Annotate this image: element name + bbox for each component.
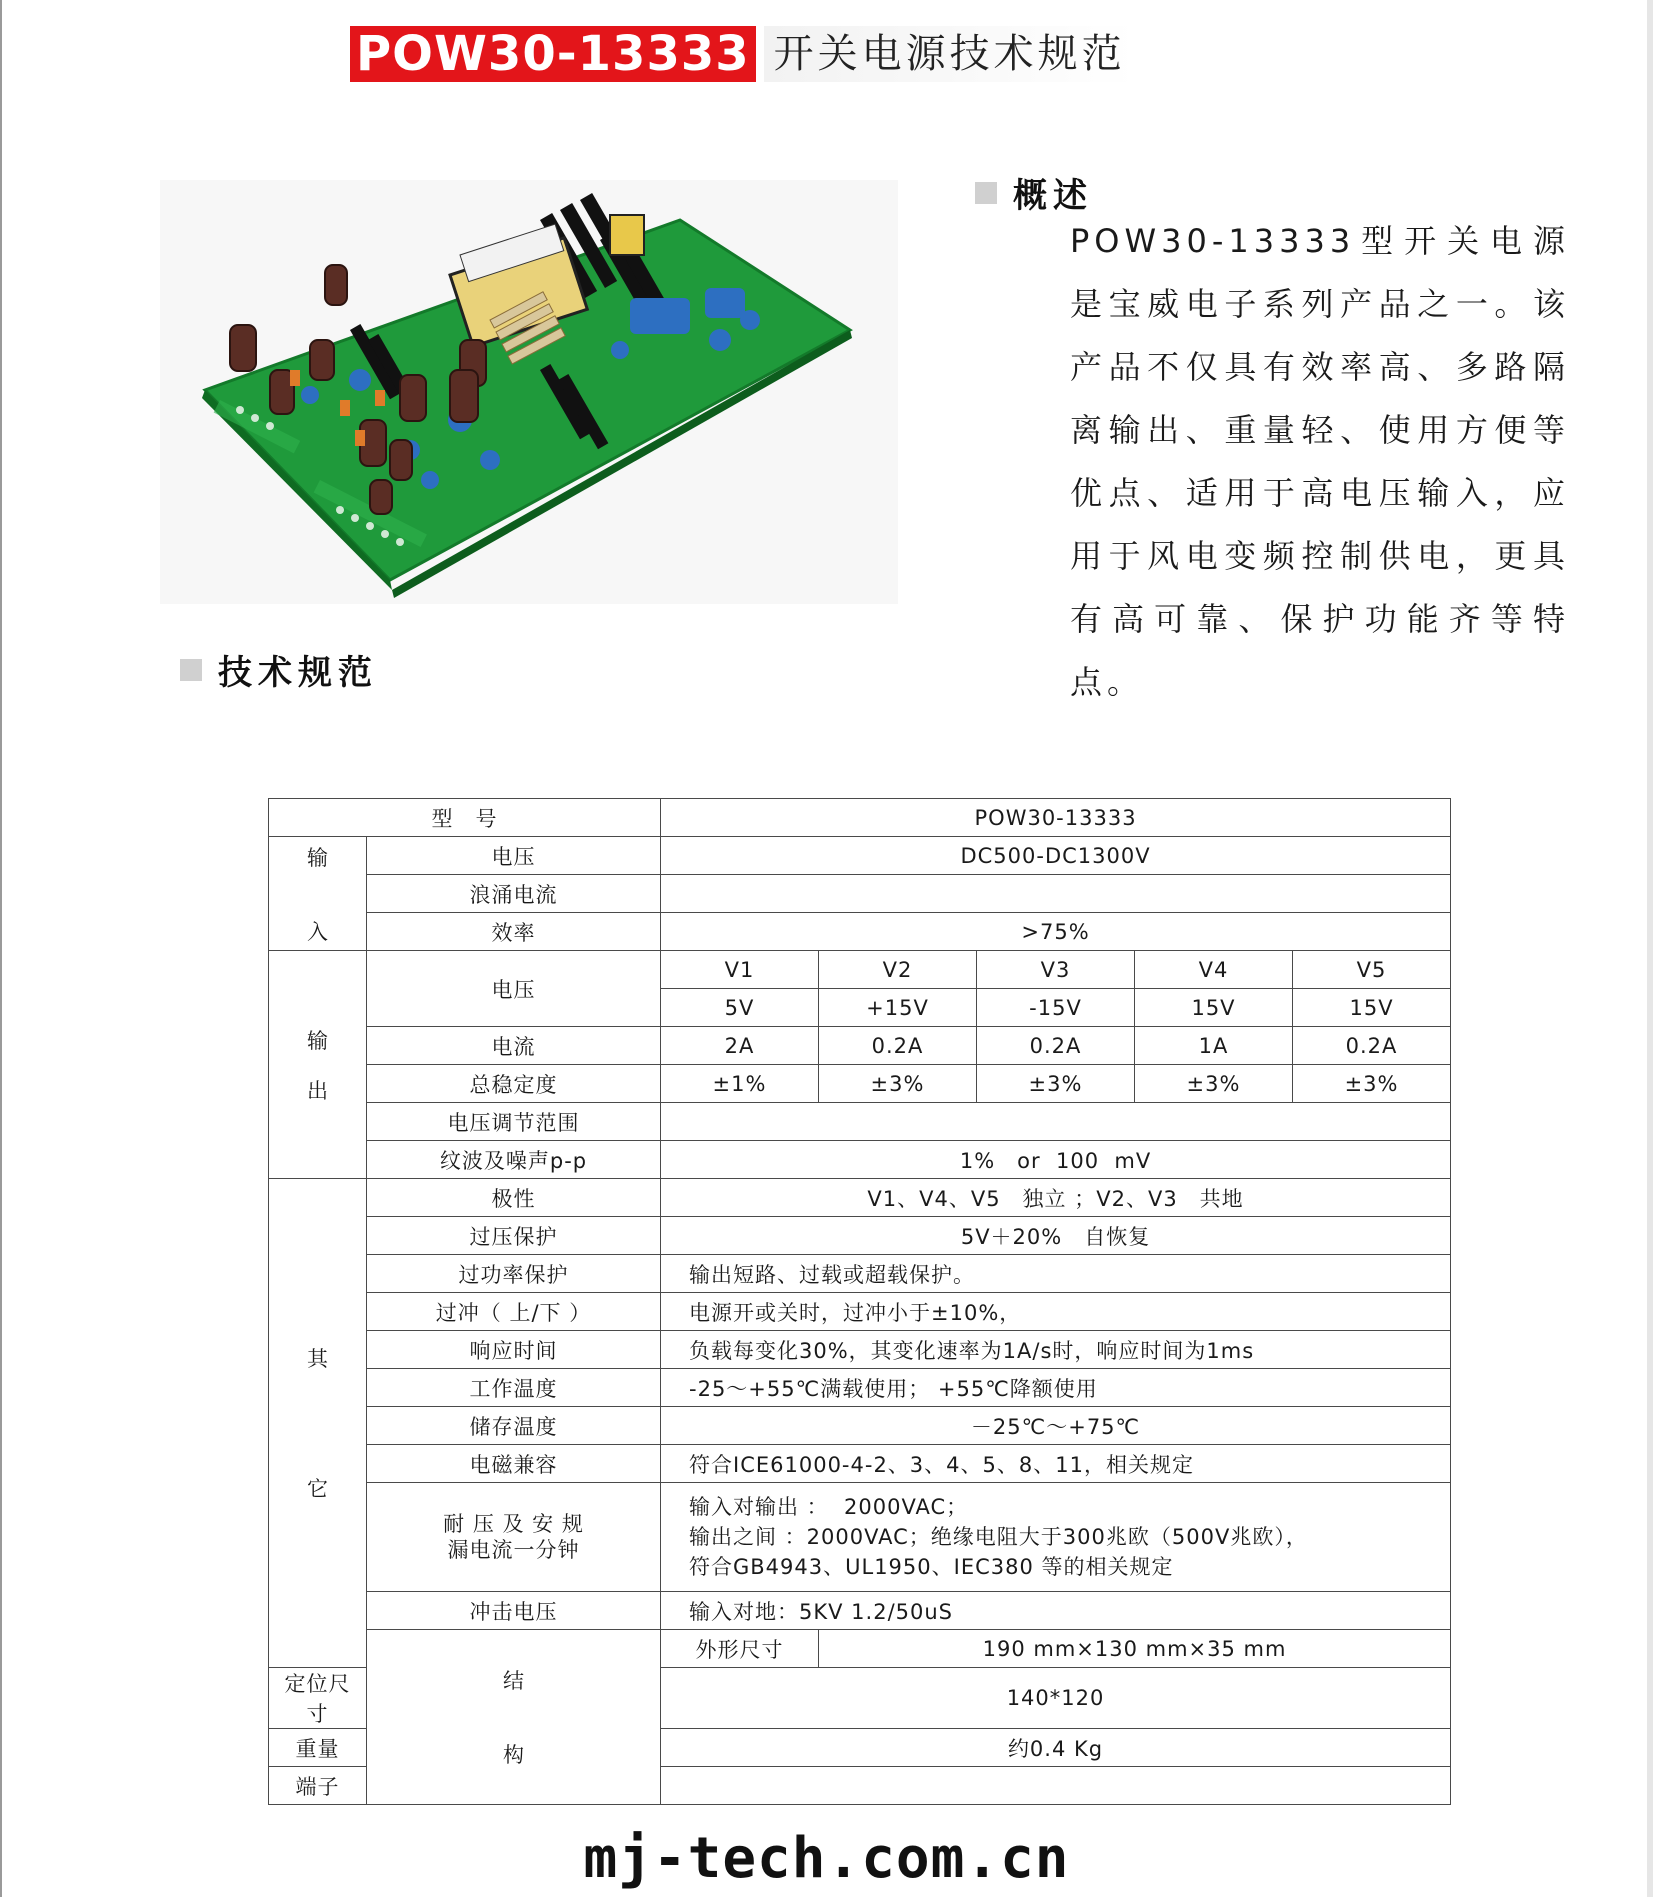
category-structure-top: 结 bbox=[503, 1669, 524, 1693]
adjust-range-label: 电压调节范围 bbox=[367, 1103, 661, 1141]
operating-temp-label: 工作温度 bbox=[367, 1369, 661, 1407]
channel-v3: V3 bbox=[977, 951, 1135, 989]
current-v3: 0.2A bbox=[977, 1027, 1135, 1065]
page-title bbox=[350, 26, 1136, 82]
table-row bbox=[269, 837, 1451, 875]
category-output bbox=[269, 951, 367, 1179]
spec-heading bbox=[180, 645, 378, 694]
table-row bbox=[269, 913, 1451, 951]
mount-label: 定位尺寸 bbox=[269, 1668, 367, 1729]
spec-heading-text: 技术规范 bbox=[218, 653, 378, 693]
category-input bbox=[269, 837, 367, 951]
weight-label: 重量 bbox=[269, 1729, 367, 1767]
footer-website: mj-tech.com.cn bbox=[583, 1826, 1070, 1891]
polarity-label: 极性 bbox=[367, 1179, 661, 1217]
channel-v1: V1 bbox=[661, 951, 819, 989]
table-row bbox=[269, 951, 1451, 989]
title-model: POW30-13333 bbox=[350, 26, 756, 82]
surge-current-label: 浪涌电流 bbox=[367, 875, 661, 913]
table-row bbox=[269, 799, 1451, 837]
ovp-label: 过压保护 bbox=[367, 1217, 661, 1255]
input-voltage-label: 电压 bbox=[367, 837, 661, 875]
overshoot-label: 过冲（ 上/下 ） bbox=[367, 1293, 661, 1331]
ripple-value: 1% or 100 mV bbox=[661, 1141, 1451, 1179]
terminal-label: 端子 bbox=[269, 1767, 367, 1805]
current-v5: 0.2A bbox=[1293, 1027, 1451, 1065]
hipot-line-3: 符合GB4943、UL1950、IEC380 等的相关规定 bbox=[689, 1555, 1174, 1579]
size-label: 外形尺寸 bbox=[661, 1630, 819, 1668]
stability-v3: ±3% bbox=[977, 1065, 1135, 1103]
table-row bbox=[269, 1331, 1451, 1369]
opp-value: 输出短路、过载或超载保护。 bbox=[661, 1255, 1451, 1293]
impulse-label: 冲击电压 bbox=[367, 1592, 661, 1630]
category-other bbox=[269, 1179, 367, 1668]
table-row bbox=[269, 1293, 1451, 1331]
spec-table bbox=[268, 798, 1451, 1805]
hipot-line-2: 输出之间 ：2000VAC；绝缘电阻大于300兆欧（500V兆欧）， bbox=[689, 1525, 1308, 1549]
current-v4: 1A bbox=[1135, 1027, 1293, 1065]
current-v1: 2A bbox=[661, 1027, 819, 1065]
table-row bbox=[269, 875, 1451, 913]
category-other-top: 其 bbox=[307, 1347, 328, 1371]
voltage-v4: 15V bbox=[1135, 989, 1293, 1027]
table-row bbox=[269, 1179, 1451, 1217]
hipot-label-line-1: 耐 压 及 安 规 bbox=[443, 1512, 584, 1536]
overview-paragraph bbox=[990, 210, 1570, 714]
category-output-top: 输 bbox=[307, 1028, 328, 1053]
hipot-label bbox=[367, 1483, 661, 1592]
page-border-right bbox=[1647, 0, 1653, 1897]
table-row bbox=[269, 1445, 1451, 1483]
category-input-bottom: 入 bbox=[307, 919, 328, 944]
table-row bbox=[269, 1065, 1451, 1103]
stability-v5: ±3% bbox=[1293, 1065, 1451, 1103]
table-row bbox=[269, 1483, 1451, 1592]
current-v2: 0.2A bbox=[819, 1027, 977, 1065]
emc-value: 符合ICE61000-4-2、3、4、5、8、11，相关规定 bbox=[661, 1445, 1451, 1483]
voltage-v2: +15V bbox=[819, 989, 977, 1027]
overshoot-value: 电源开或关时，过冲小于±10%， bbox=[661, 1293, 1451, 1331]
ripple-label: 纹波及噪声p-p bbox=[367, 1141, 661, 1179]
surge-current-value bbox=[661, 875, 1451, 913]
response-time-label: 响应时间 bbox=[367, 1331, 661, 1369]
efficiency-value: >75% bbox=[661, 913, 1451, 951]
category-input-top: 输 bbox=[307, 845, 328, 870]
table-row bbox=[269, 1407, 1451, 1445]
output-voltage-label: 电压 bbox=[367, 951, 661, 1027]
table-row bbox=[269, 1592, 1451, 1630]
storage-temp-value: －25℃～+75℃ bbox=[661, 1407, 1451, 1445]
category-structure-bottom: 构 bbox=[503, 1743, 524, 1767]
table-row bbox=[269, 1141, 1451, 1179]
voltage-v5: 15V bbox=[1293, 989, 1451, 1027]
table-row bbox=[269, 1103, 1451, 1141]
table-row bbox=[269, 1255, 1451, 1293]
square-bullet-icon bbox=[975, 182, 997, 204]
operating-temp-value: -25～+55℃满载使用； +55℃降额使用 bbox=[661, 1369, 1451, 1407]
pcb-product-photo bbox=[160, 180, 898, 604]
emc-label: 电磁兼容 bbox=[367, 1445, 661, 1483]
title-suffix: 开关电源技术规范 bbox=[764, 26, 1136, 82]
table-row bbox=[269, 1630, 1451, 1668]
efficiency-label: 效率 bbox=[367, 913, 661, 951]
overview-heading-text: 概述 bbox=[1013, 176, 1093, 216]
stability-v4: ±3% bbox=[1135, 1065, 1293, 1103]
storage-temp-label: 储存温度 bbox=[367, 1407, 661, 1445]
category-structure bbox=[367, 1630, 661, 1805]
hipot-value bbox=[661, 1483, 1451, 1592]
adjust-range-value bbox=[661, 1103, 1451, 1141]
opp-label: 过功率保护 bbox=[367, 1255, 661, 1293]
weight-value: 约0.4 Kg bbox=[661, 1729, 1451, 1767]
voltage-v3: -15V bbox=[977, 989, 1135, 1027]
model-value: POW30-13333 bbox=[661, 799, 1451, 837]
table-row bbox=[269, 1027, 1451, 1065]
stability-label: 总稳定度 bbox=[367, 1065, 661, 1103]
terminal-value bbox=[661, 1767, 1451, 1805]
overview-text: POW30-13333型开关电源是宝威电子系列产品之一。该产品不仅具有效率高、多路隔离输出、重量轻、使用方便等优点、适用于高电压输入，应用于风电变频控制供电，更具有高可靠、保护功能齐等特点。 bbox=[1070, 222, 1570, 701]
output-current-label: 电流 bbox=[367, 1027, 661, 1065]
voltage-v1: 5V bbox=[661, 989, 819, 1027]
table-row bbox=[269, 1217, 1451, 1255]
response-time-value: 负载每变化30%，其变化速率为1A/s时，响应时间为1ms bbox=[661, 1331, 1451, 1369]
hipot-line-1: 输入对输出 ： 2000VAC； bbox=[689, 1495, 969, 1519]
mount-value: 140*120 bbox=[661, 1668, 1451, 1729]
model-label: 型 号 bbox=[269, 799, 661, 837]
ovp-value: 5V＋20% 自恢复 bbox=[661, 1217, 1451, 1255]
hipot-label-line-2: 漏电流一分钟 bbox=[447, 1538, 580, 1562]
square-bullet-icon bbox=[180, 659, 202, 681]
stability-v2: ±3% bbox=[819, 1065, 977, 1103]
category-other-bottom: 它 bbox=[307, 1477, 328, 1501]
channel-v4: V4 bbox=[1135, 951, 1293, 989]
size-value: 190 mm×130 mm×35 mm bbox=[819, 1630, 1451, 1668]
polarity-value: V1、V4、V5 独立 ；V2、V3 共地 bbox=[661, 1179, 1451, 1217]
channel-v2: V2 bbox=[819, 951, 977, 989]
impulse-value: 输入对地：5KV 1.2/50uS bbox=[661, 1592, 1451, 1630]
category-output-bottom: 出 bbox=[307, 1078, 328, 1103]
page-border-left bbox=[0, 0, 2, 1897]
channel-v5: V5 bbox=[1293, 951, 1451, 989]
input-voltage-value: DC500-DC1300V bbox=[661, 837, 1451, 875]
stability-v1: ±1% bbox=[661, 1065, 819, 1103]
table-row bbox=[269, 1369, 1451, 1407]
